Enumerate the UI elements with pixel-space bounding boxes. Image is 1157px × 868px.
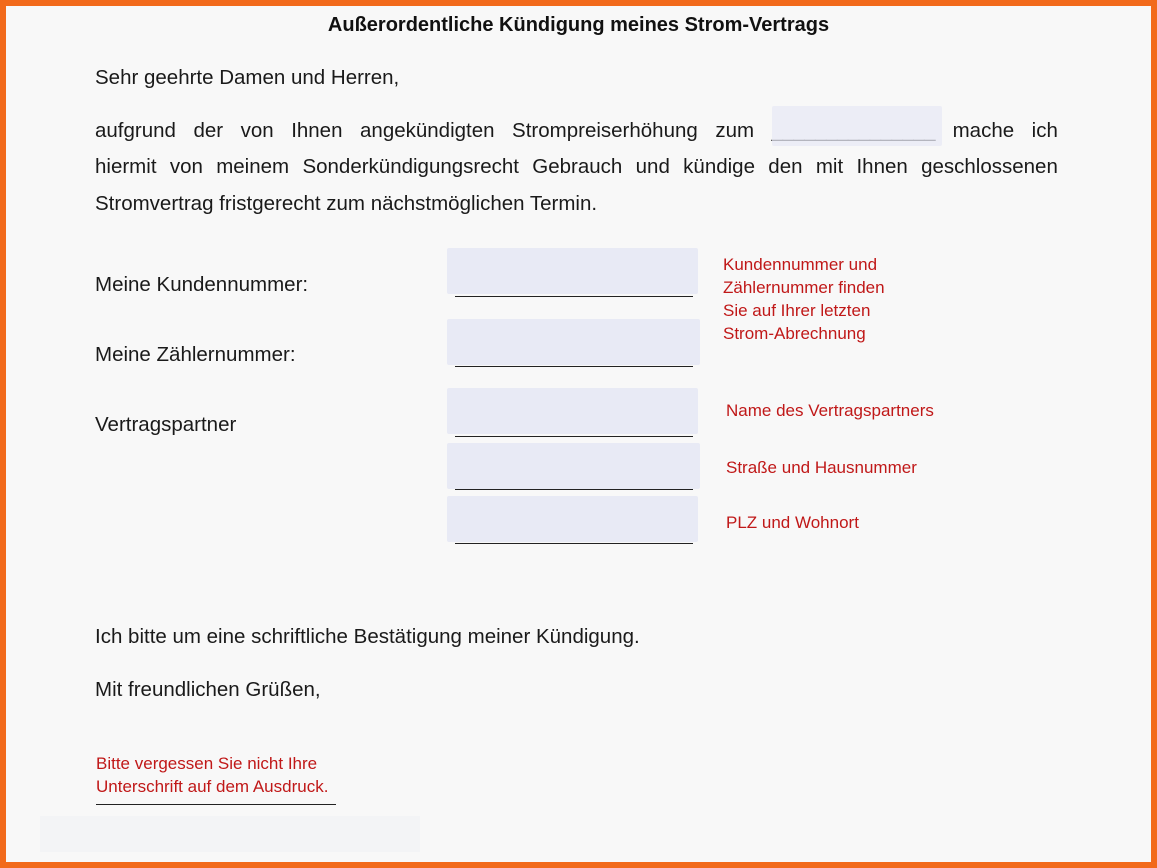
note-line: Strom-Abrechnung — [723, 324, 866, 343]
customer-number-underline — [455, 296, 693, 297]
note-line: Bitte vergessen Sie nicht Ihre — [96, 754, 318, 773]
contract-partner-label: Vertragspartner — [95, 413, 237, 436]
body-line-2 — [95, 155, 1058, 179]
note-line: Zählernummer finden — [723, 278, 885, 297]
body-word: der — [193, 119, 224, 142]
body-word: angekündigten — [360, 119, 495, 142]
body-word: den — [768, 155, 803, 178]
body-word: ich — [1031, 119, 1058, 142]
note-line: Sie auf Ihrer letzten — [723, 301, 871, 320]
body-word: aufgrund — [95, 119, 176, 142]
body-word: meinem — [216, 155, 290, 178]
city-field[interactable] — [447, 496, 698, 542]
body-word: zum — [715, 119, 755, 142]
customer-number-field[interactable] — [447, 248, 698, 294]
letter-page — [6, 6, 1151, 862]
note-line: Unterschrift auf dem Ausdruck. — [96, 777, 329, 796]
closing: Mit freundlichen Grüßen, — [95, 678, 321, 701]
body-word: hiermit — [95, 155, 157, 178]
date-field[interactable] — [772, 106, 942, 146]
city-underline — [455, 543, 693, 544]
body-word: geschlossenen — [921, 155, 1058, 178]
street-note: Straße und Hausnummer — [726, 458, 917, 477]
body-word: kündige — [683, 155, 755, 178]
meter-number-field[interactable] — [447, 319, 700, 365]
signature-line — [96, 804, 336, 805]
salutation: Sehr geehrte Damen und Herren, — [95, 66, 400, 89]
body-word: Ihnen — [856, 155, 908, 178]
body-word: Sonderkündigungsrecht — [302, 155, 519, 178]
signature-area — [40, 816, 420, 852]
body-word: Gebrauch — [532, 155, 623, 178]
meter-number-underline — [455, 366, 693, 367]
body-word: mit — [815, 155, 844, 178]
street-underline — [455, 489, 693, 490]
body-word: Ihnen — [291, 119, 343, 142]
customer-number-label: Meine Kundennummer: — [95, 273, 309, 296]
body-line-3: Stromvertrag fristgerecht zum nächstmöglichen Termin. — [95, 192, 598, 215]
body-word: von — [169, 155, 203, 178]
signature-hint-note — [96, 752, 328, 798]
confirmation-request: Ich bitte um eine schriftliche Bestätigung meiner Kündigung. — [95, 625, 640, 648]
body-word: und — [635, 155, 670, 178]
city-note: PLZ und Wohnort — [726, 513, 859, 532]
body-word: Strompreiserhöhung — [512, 119, 698, 142]
note-line: Kundennummer und — [723, 255, 878, 274]
body-word: mache — [952, 119, 1015, 142]
body-word: von — [240, 119, 274, 142]
letter-title: Außerordentliche Kündigung meines Strom-Vertrags — [327, 14, 830, 36]
meter-number-label: Meine Zählernummer: — [95, 343, 296, 366]
partner-name-note: Name des Vertragspartners — [726, 401, 934, 420]
partner-name-underline — [455, 436, 693, 437]
numbers-hint-note — [723, 253, 885, 345]
street-field[interactable] — [447, 443, 700, 489]
partner-name-field[interactable] — [447, 388, 698, 434]
